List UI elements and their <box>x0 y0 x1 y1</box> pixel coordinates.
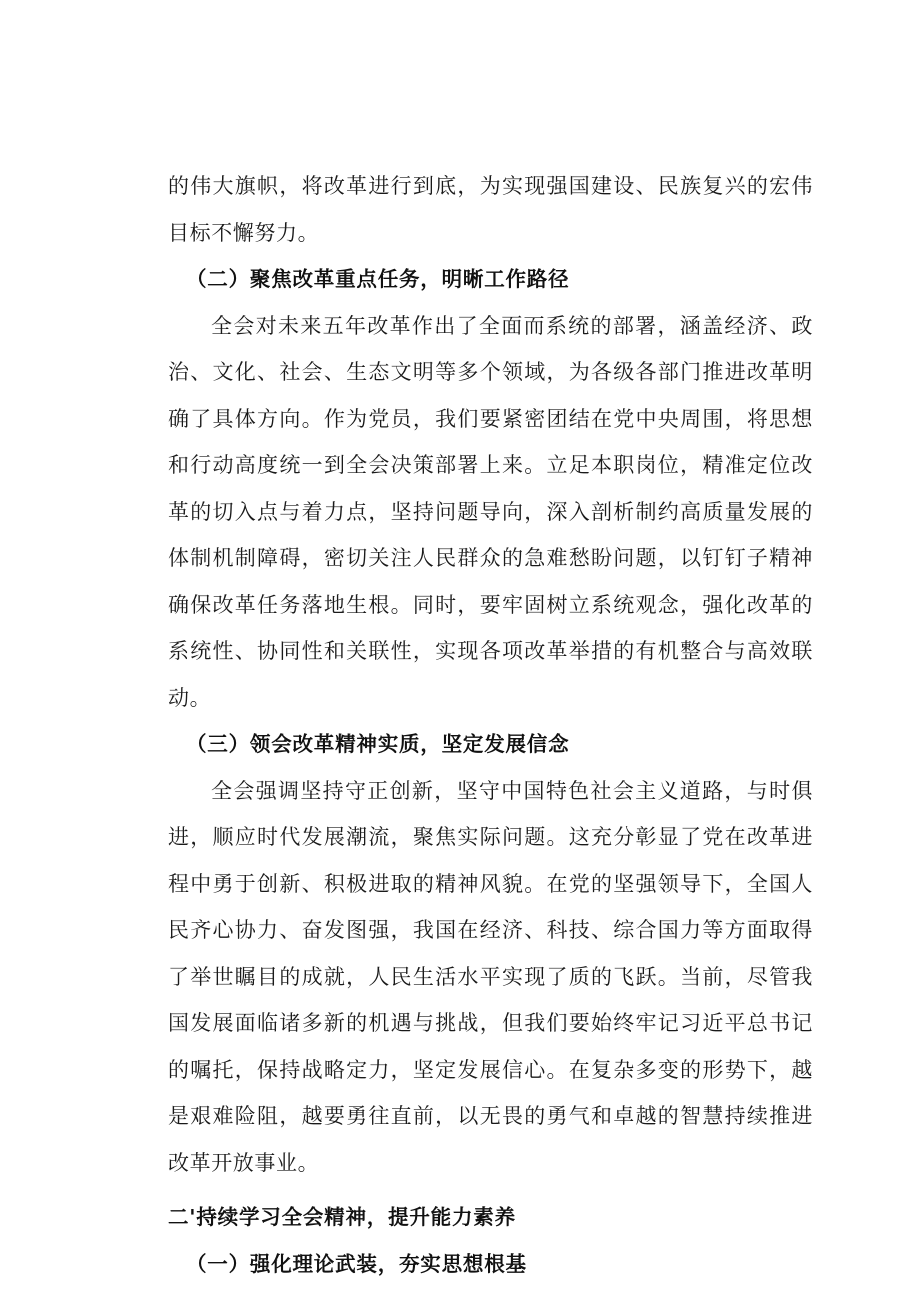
chapter-heading-2: 二'持续学习全会精神，提升能力素养 <box>168 1205 516 1229</box>
document-body <box>168 163 813 1287</box>
paragraph-reform-spirit: 全会强调坚持守正创新，坚守中国特色社会主义道路，与时俱进，顺应时代发展潮流，聚焦实际问题。这充分彰显了党在改革进程中勇于创新、积极进取的精神风貌。在党的坚强领导下，全国人民齐心协力、奋发图强，我国在经济、科技、综合国力等方面取得了举世瞩目的成就，人民生活水平实现了质的飞跃。当前，尽管我国发展面临诸多新的机遇与挑战，但我们要始终牢记习近平总书记的嘱托，保持战略定力，坚定发展信心。在复杂多变的形势下，越是艰难险阻，越要勇往直前，以无畏的勇气和卓越的智慧持续推进改革开放事业。 <box>168 778 813 1175</box>
section-heading-2-2-1: （一）强化理论武装，夯实思想根基 <box>186 1251 527 1276</box>
paragraph-reform-tasks: 全会对未来五年改革作出了全面而系统的部署，涵盖经济、政治、文化、社会、生态文明等多个领域，为各级各部门推进改革明确了具体方向。作为党员，我们要紧密团结在党中央周围，将思想和行动高度统一到全会决策部署上来。立足本职岗位，精准定位改革的切入点与着力点，坚持问题导向，深入剖析制约高质量发展的体制机制障碍，密切关注人民群众的急难愁盼问题，以钉钉子精神确保改革任务落地生根。同时，要牢固树立系统观念，强化改革的系统性、协同性和关联性，实现各项改革举措的有机整合与高效联动。 <box>168 313 813 710</box>
section-heading-2-3: （三）领会改革精神实质，坚定发展信念 <box>186 732 570 756</box>
paragraph-continuation: 的伟大旗帜，将改革进行到底，为实现强国建设、民族复兴的宏伟目标不懈努力。 <box>168 174 813 245</box>
section-heading-2-2: （二）聚焦改革重点任务，明晰工作路径 <box>186 267 570 291</box>
